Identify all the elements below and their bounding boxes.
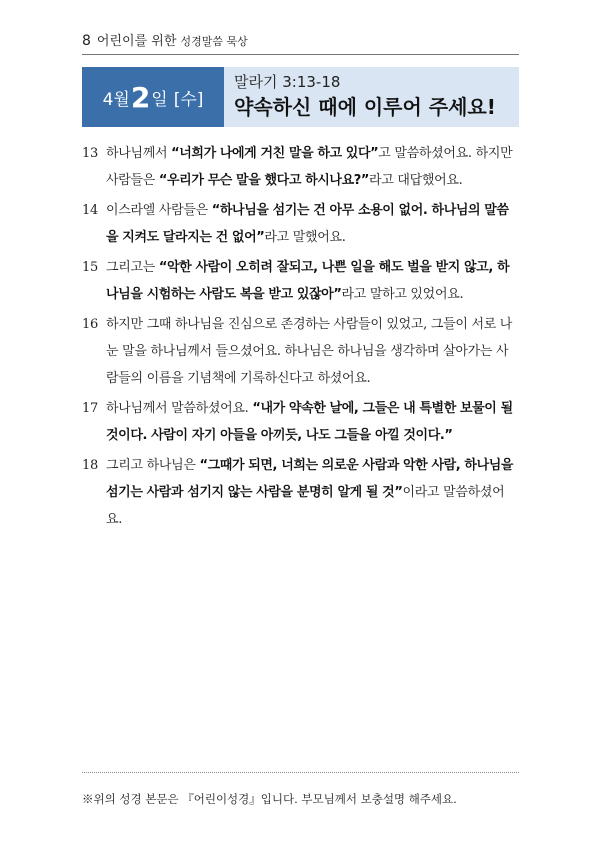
verse-13 [82, 140, 519, 194]
verse-number: 18 [82, 458, 98, 473]
header-divider [82, 54, 519, 55]
verse-quote: “내가 약속한 날에, 그들은 내 특별한 보물이 될 것이다. 사람이 자기 아들을 아끼듯, 나도 그들을 아낄 것이다.” [106, 401, 513, 443]
verse-number: 17 [82, 401, 98, 416]
page-header [82, 30, 248, 49]
verse-text: 그리고는 [106, 260, 159, 275]
weekday-label: [수] [173, 89, 204, 110]
date-box [82, 67, 224, 127]
page-number: 8 [82, 33, 91, 49]
book-subtitle: 성경말씀 묵상 [180, 35, 248, 48]
footnote: ※위의 성경 본문은 『어린이성경』입니다. 부모님께서 보충설명 해주세요. [82, 792, 457, 806]
verse-quote: “너희가 나에게 거친 말을 하고 있다” [171, 146, 379, 161]
footnote-divider [82, 772, 519, 773]
scripture-reference: 말라기 3:13-18 [234, 73, 341, 91]
verse-text: 그리고 하나님은 [106, 458, 200, 473]
day-number: 2 [130, 80, 151, 114]
month-label: 4월 [102, 89, 130, 110]
verse-number: 16 [82, 317, 98, 332]
verse-14 [82, 197, 519, 251]
verse-18 [82, 452, 519, 533]
verse-number: 13 [82, 146, 98, 161]
devotion-title: 약속하신 때에 이루어 주세요! [234, 95, 496, 119]
verse-17 [82, 395, 519, 449]
verse-text: 이라고 말씀하셨어요. [106, 485, 505, 527]
date-title-banner [82, 67, 519, 127]
verse-text: 라고 말하고 있었어요. [341, 287, 464, 302]
verse-16 [82, 311, 519, 392]
verse-quote: “그때가 되면, 너희는 의로운 사람과 악한 사람, 하나님을 섬기는 사람과 섬기지 않는 사람을 분명히 알게 될 것” [106, 458, 514, 500]
verse-number: 14 [82, 203, 98, 218]
verse-15 [82, 254, 519, 308]
title-box [224, 67, 519, 127]
verse-quote: “우리가 무슨 말을 했다고 하시나요?” [158, 173, 370, 188]
verse-text: 하지만 그때 하나님을 진심으로 존경하는 사람들이 있었고, 그들이 서로 나눈 말을 하나님께서 들으셨어요. 하나님은 하나님을 생각하며 살아가는 사람들의 이름을 기념책에 기록하신다고 하셨어요. [106, 317, 513, 386]
verse-text: 하나님께서 말씀하셨어요. [106, 401, 253, 416]
verse-text: 이스라엘 사람들은 [106, 203, 212, 218]
verse-text: 고 말씀하셨어요. 하지만 사람들은 [106, 146, 513, 188]
verse-quote: “악한 사람이 오히려 잘되고, 나쁜 일을 해도 벌을 받지 않고, 하나님을 시험하는 사람도 복을 받고 있잖아” [106, 260, 510, 302]
verse-text: 라고 말했어요. [264, 230, 346, 245]
book-title: 어린이를 위한 [96, 34, 177, 49]
verse-text: 하나님께서 [106, 146, 172, 161]
day-suffix: 일 [151, 89, 168, 110]
verse-text: 라고 대답했어요. [369, 173, 463, 188]
verse-number: 15 [82, 260, 98, 275]
verse-list [82, 140, 519, 536]
verse-quote: “하나님을 섬기는 건 아무 소용이 없어. 하나님의 말씀을 지켜도 달라지는 건 없어” [106, 203, 509, 245]
